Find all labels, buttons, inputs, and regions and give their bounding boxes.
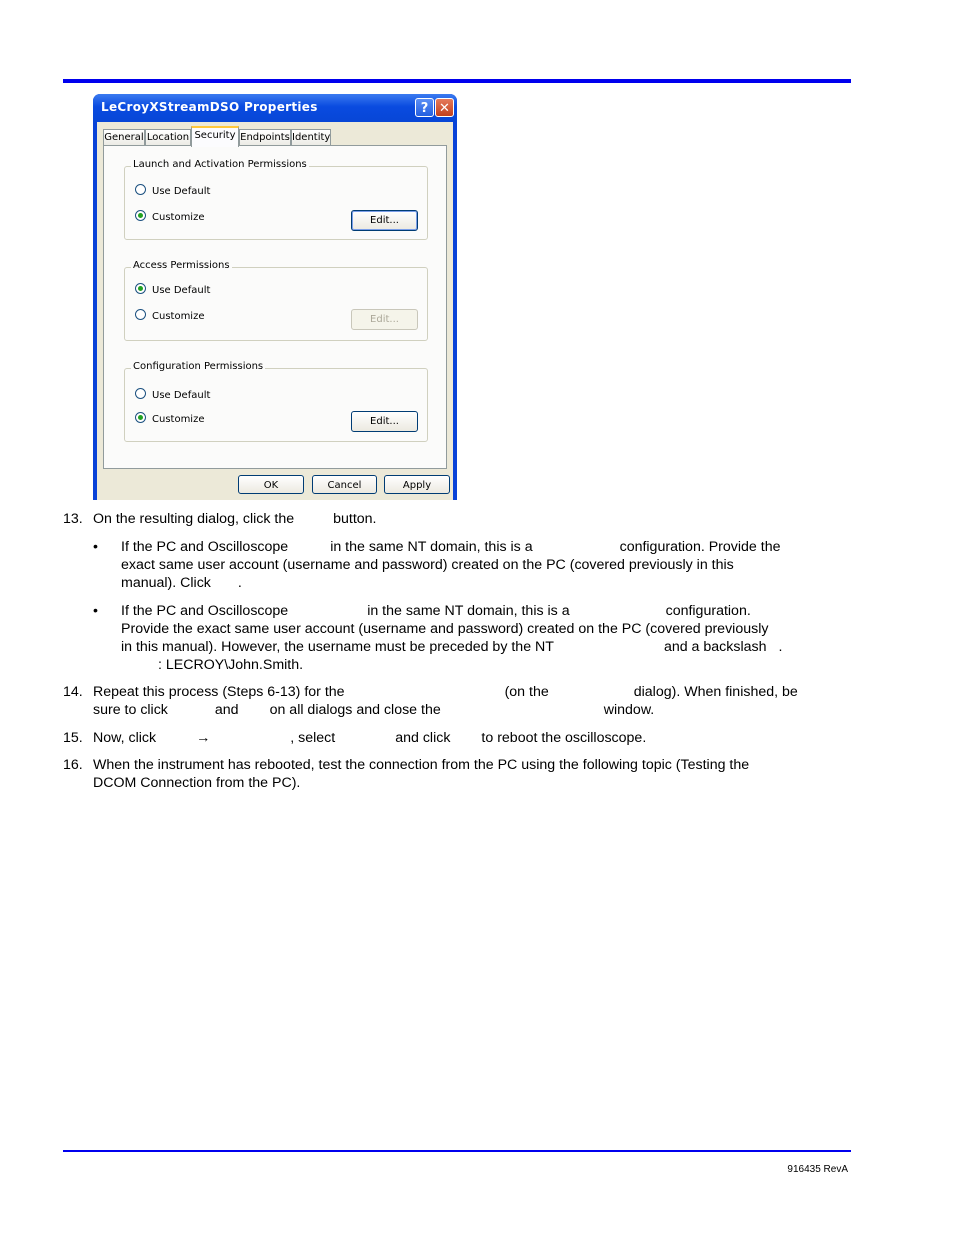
- document-code: 916435 RevA: [787, 1164, 848, 1175]
- properties-dialog: [93, 94, 457, 500]
- bullet-marker: •: [93, 603, 98, 619]
- text-fragment: and a backslash: [663, 639, 767, 655]
- radio-indicator: [135, 210, 146, 221]
- text-fragment: manual). Click: [121, 575, 211, 591]
- security-tab-page: [103, 145, 447, 469]
- text-fragment: Repeat this process (Steps 6-13) for the: [93, 684, 345, 700]
- step-text: [93, 756, 853, 792]
- dialog-titlebar[interactable]: [93, 94, 457, 122]
- step-text: [93, 729, 853, 747]
- launch-edit-button[interactable]: Edit...: [351, 210, 418, 231]
- radio-label: Use Default: [152, 390, 211, 401]
- bullet-marker: •: [93, 539, 98, 555]
- bullet-text: [121, 538, 843, 592]
- radio-indicator: [135, 184, 146, 195]
- text-fragment: Now, click: [93, 730, 157, 746]
- config-customize-radio[interactable]: [135, 412, 205, 425]
- launch-customize-radio[interactable]: [135, 210, 205, 223]
- step-number: 13.: [63, 511, 83, 527]
- step-number: 14.: [63, 684, 83, 700]
- tab-security[interactable]: Security: [191, 126, 239, 147]
- step-text: [93, 683, 853, 719]
- text-line: exact same user account (username and password) created on the PC (covered previously in this: [121, 557, 734, 573]
- configuration-permissions-group: [124, 361, 428, 442]
- text-fragment: sure to click: [93, 702, 168, 718]
- radio-label: Customize: [152, 311, 205, 322]
- tab-general[interactable]: General: [103, 129, 145, 145]
- text-fragment: : LECROY\John.Smith.: [158, 657, 304, 673]
- text-line: Provide the exact same user account (username and password) created on the PC (covered previously: [121, 621, 769, 637]
- radio-label: Use Default: [152, 285, 211, 296]
- text-fragment: On the resulting dialog, click the: [93, 511, 295, 527]
- tab-endpoints[interactable]: Endpoints: [239, 129, 291, 145]
- radio-label: Use Default: [152, 186, 211, 197]
- close-button[interactable]: ✕: [435, 98, 454, 117]
- dialog-client-area: [97, 122, 453, 500]
- text-line: DCOM Connection from the PC).: [93, 775, 301, 791]
- footer-rule: [63, 1150, 851, 1152]
- text-fragment: configuration. Provide the: [619, 539, 781, 555]
- radio-indicator: [135, 309, 146, 320]
- bullet-text: [121, 602, 843, 674]
- group-label: Configuration Permissions: [133, 361, 264, 372]
- text-fragment: in the same NT domain, this is a: [367, 603, 570, 619]
- ok-button[interactable]: OK: [238, 475, 304, 494]
- text-fragment: in this manual). However, the username must be preceded by the NT: [121, 639, 554, 655]
- radio-indicator: [135, 412, 146, 423]
- text-fragment: button.: [333, 511, 377, 527]
- text-fragment: and click: [395, 730, 451, 746]
- text-fragment: If the PC and Oscilloscope: [121, 603, 289, 619]
- launch-permissions-group: [124, 159, 428, 240]
- radio-label: Customize: [152, 414, 205, 425]
- launch-use-default-radio[interactable]: [135, 184, 210, 197]
- tab-location[interactable]: Location: [145, 129, 191, 145]
- text-fragment: window.: [603, 702, 655, 718]
- arrow-icon: →: [196, 730, 211, 746]
- access-edit-button: Edit...: [351, 309, 418, 330]
- text-fragment: to reboot the oscilloscope.: [481, 730, 647, 746]
- text-line: When the instrument has rebooted, test the connection from the PC using the following topic (Testing the: [93, 757, 750, 773]
- help-button[interactable]: ?: [415, 98, 434, 117]
- step-number: 15.: [63, 730, 83, 746]
- access-customize-radio[interactable]: [135, 309, 205, 322]
- text-fragment: .: [778, 639, 783, 655]
- header-rule: [63, 79, 851, 83]
- group-label: Access Permissions: [133, 260, 230, 271]
- dialog-title: LeCroyXStreamDSO Properties: [101, 100, 318, 114]
- text-fragment: .: [237, 575, 242, 591]
- radio-indicator: [135, 388, 146, 399]
- step-number: 16.: [63, 757, 83, 773]
- tab-identity[interactable]: Identity: [291, 129, 331, 145]
- config-edit-button[interactable]: Edit...: [351, 411, 418, 432]
- group-label: Launch and Activation Permissions: [133, 159, 307, 170]
- text-fragment: and: [214, 702, 239, 718]
- text-fragment: , select: [290, 730, 336, 746]
- step-text: [93, 510, 853, 528]
- text-fragment: (on the: [504, 684, 549, 700]
- text-fragment: configuration.: [665, 603, 751, 619]
- text-fragment: dialog). When finished, be: [633, 684, 798, 700]
- config-use-default-radio[interactable]: [135, 388, 210, 401]
- radio-label: Customize: [152, 212, 205, 223]
- text-fragment: on all dialogs and close the: [269, 702, 441, 718]
- cancel-button[interactable]: Cancel: [312, 475, 377, 494]
- text-fragment: in the same NT domain, this is a: [330, 539, 533, 555]
- radio-indicator: [135, 283, 146, 294]
- text-fragment: If the PC and Oscilloscope: [121, 539, 289, 555]
- apply-button[interactable]: Apply: [384, 475, 450, 494]
- access-permissions-group: [124, 260, 428, 341]
- access-use-default-radio[interactable]: [135, 283, 210, 296]
